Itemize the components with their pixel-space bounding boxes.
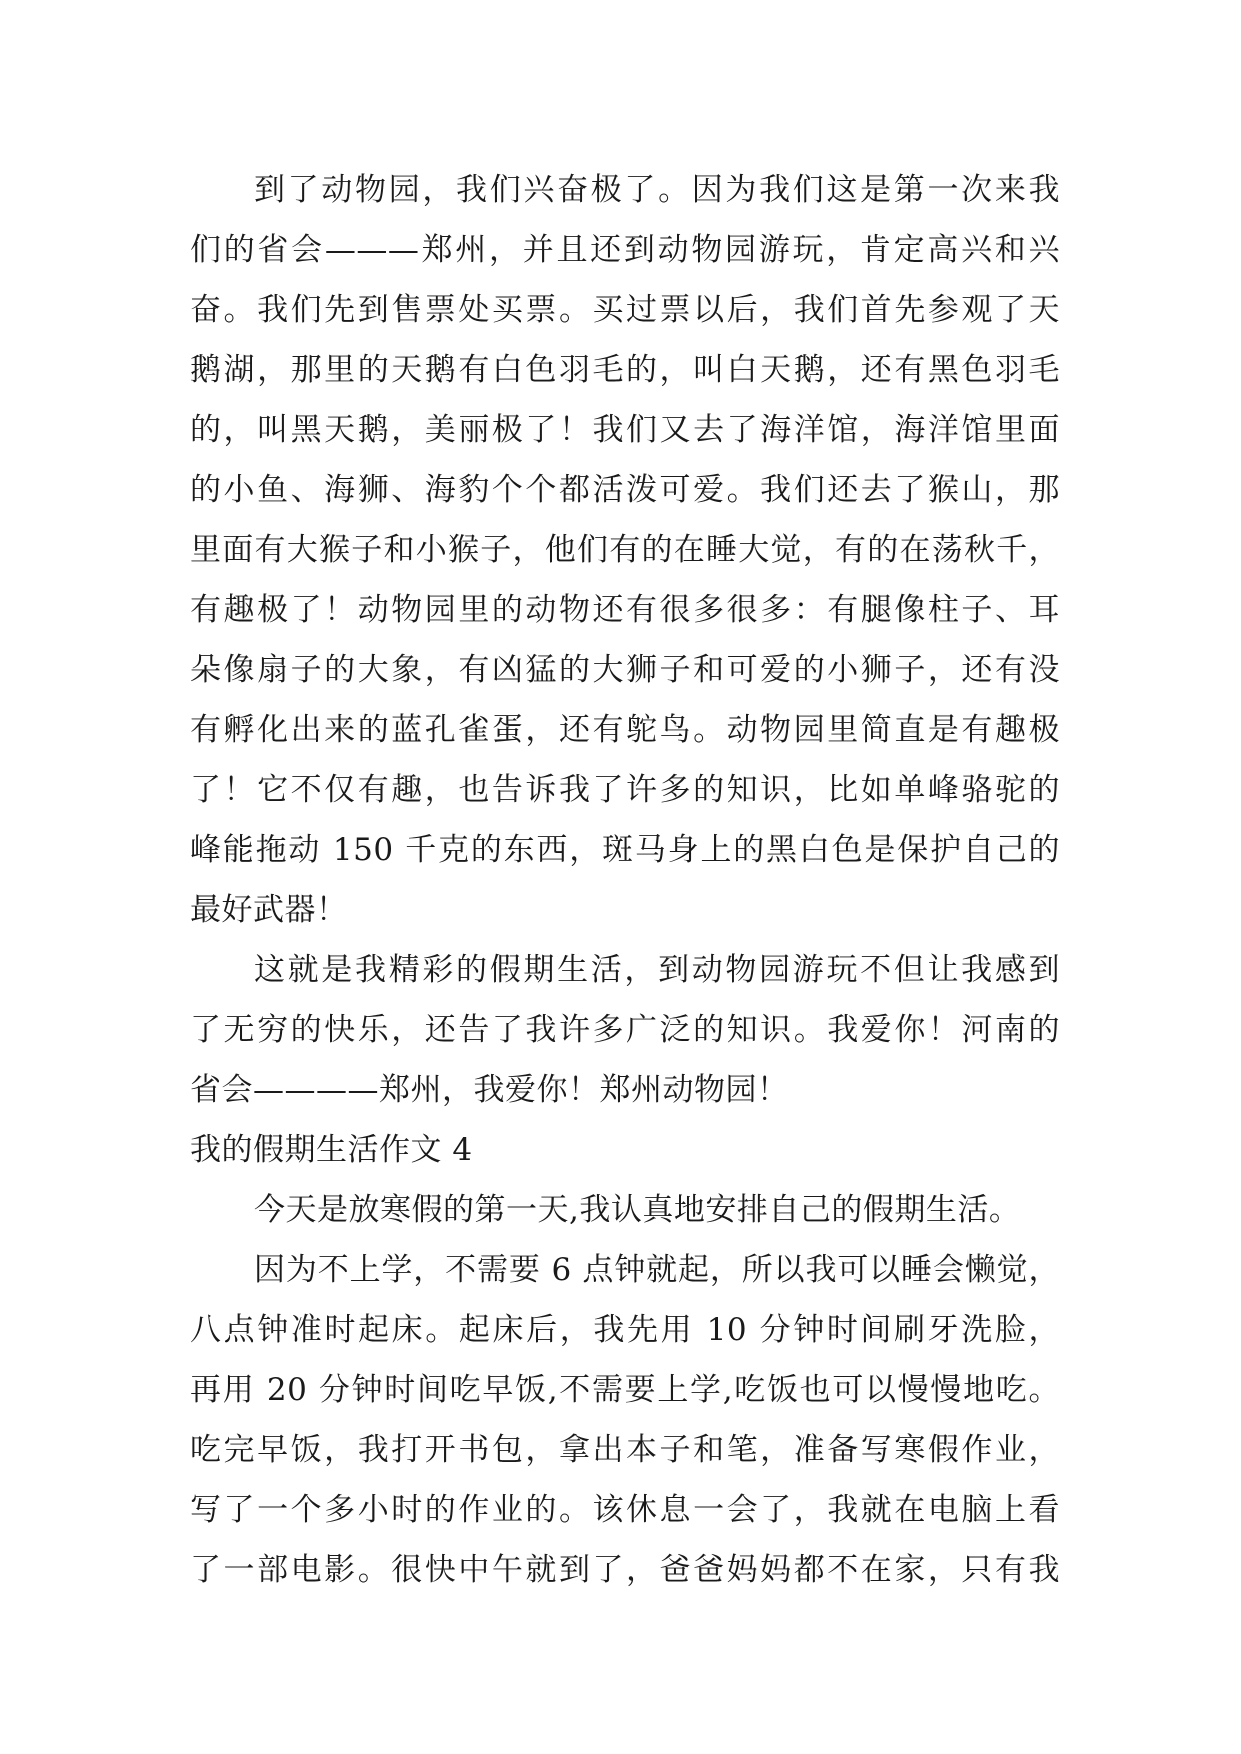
paragraph-line: 这就是我精彩的假期生活，到动物园游玩不但让我感到: [254, 952, 1060, 988]
paragraph-line: 到了动物园，我们兴奋极了。因为我们这是第一次来我: [254, 172, 1060, 208]
paragraph-zoo-visit: [190, 160, 1060, 940]
paragraph-line: 有孵化出来的蓝孔雀蛋，还有鸵鸟。动物园里简直是有趣极: [190, 712, 1060, 748]
paragraph-line: 写了一个多小时的作业的。该休息一会了，我就在电脑上看: [190, 1492, 1060, 1528]
document-body: [190, 160, 1060, 1600]
paragraph-first-day: [190, 1180, 1060, 1240]
paragraph-line: 们的省会———郑州，并且还到动物园游玩，肯定高兴和兴: [190, 232, 1060, 268]
paragraph-daily-schedule: [190, 1240, 1060, 1600]
paragraph-line: 峰能拖动 150 千克的东西，斑马身上的黑白色是保护自己的: [190, 832, 1060, 868]
essay-heading: 我的假期生活作文 4: [190, 1132, 473, 1168]
paragraph-line: 今天是放寒假的第一天,我认真地安排自己的假期生活。: [254, 1192, 1021, 1228]
paragraph-line: 省会————郑州，我爱你！郑州动物园！: [190, 1072, 789, 1108]
paragraph-line: 的，叫黑天鹅，美丽极了！我们又去了海洋馆，海洋馆里面: [190, 412, 1060, 448]
paragraph-line: 吃完早饭，我打开书包，拿出本子和笔，准备写寒假作业，: [190, 1432, 1060, 1468]
paragraph-line: 的小鱼、海狮、海豹个个都活泼可爱。我们还去了猴山，那: [190, 472, 1060, 508]
paragraph-line: 了无穷的快乐，还告了我许多广泛的知识。我爱你！河南的: [190, 1012, 1060, 1048]
paragraph-line: 再用 20 分钟时间吃早饭,不需要上学,吃饭也可以慢慢地吃。: [190, 1372, 1060, 1408]
paragraph-line: 有趣极了！动物园里的动物还有很多很多：有腿像柱子、耳: [190, 592, 1060, 628]
paragraph-conclusion: [190, 940, 1060, 1120]
paragraph-line: 奋。我们先到售票处买票。买过票以后，我们首先参观了天: [190, 292, 1060, 328]
paragraph-line: 八点钟准时起床。起床后，我先用 10 分钟时间刷牙洗脸，: [190, 1312, 1060, 1348]
paragraph-line: 里面有大猴子和小猴子，他们有的在睡大觉，有的在荡秋千，: [190, 532, 1060, 568]
paragraph-line: 因为不上学，不需要 6 点钟就起，所以我可以睡会懒觉，: [254, 1252, 1060, 1288]
paragraph-line: 鹅湖，那里的天鹅有白色羽毛的，叫白天鹅，还有黑色羽毛: [190, 352, 1060, 388]
paragraph-line: 了！它不仅有趣，也告诉我了许多的知识，比如单峰骆驼的: [190, 772, 1060, 808]
paragraph-line: 最好武器！: [190, 892, 348, 928]
paragraph-line: 朵像扇子的大象，有凶猛的大狮子和可爱的小狮子，还有没: [190, 652, 1060, 688]
paragraph-line: 了一部电影。很快中午就到了，爸爸妈妈都不在家，只有我: [190, 1552, 1060, 1588]
